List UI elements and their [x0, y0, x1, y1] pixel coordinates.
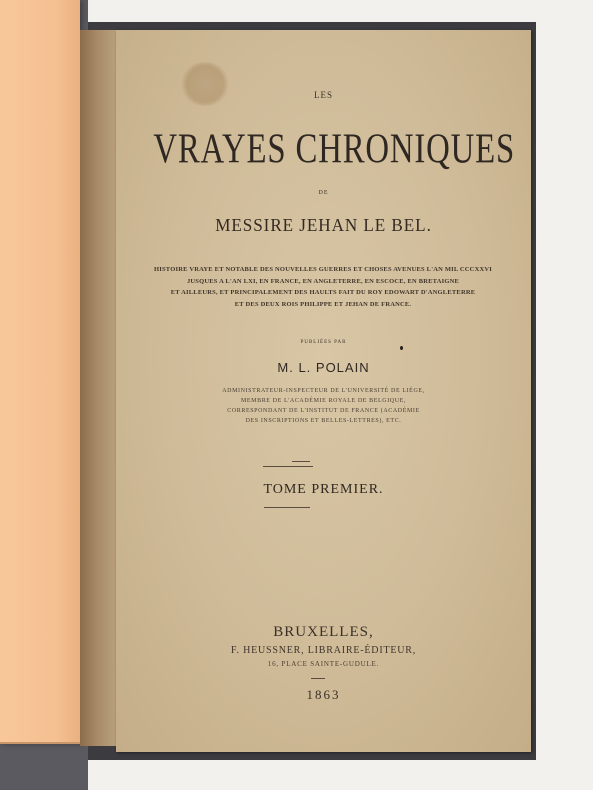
author-name: MESSIRE JEHAN LE BEL. — [215, 215, 432, 235]
editor-name: M. L. POLAIN — [277, 360, 370, 375]
ink-dot — [400, 346, 403, 350]
editor-credentials: ADMINISTRATEUR-INSPECTEUR DE L'UNIVERSITÉ DE LIÉGE, MEMBRE DE L'ACADÉMIE ROYALE DE BELGIQUE, CORRESPONDANT DE L'INSTITUT DE FRANCE (ACADÉMIE DES INSCRIPTIONS ET BELLES-LETTRES), ETC. — [222, 388, 425, 424]
ornament-rule-left — [292, 461, 310, 462]
published-by-label: PUBLIÉES PAR — [300, 340, 347, 345]
book-description: HISTOIRE VRAYE ET NOTABLE DES NOUVELLES GUERRES ET CHOSES AVENUES L'AN MIL CCCXXVI JUSQUES A L'AN LXI, EN FRANCE, EN ANGLETERRE, EN ESCOCE, EN BRETAIGNE ET AILLEURS, ET PRINCIPALEMENT DES HAULTS FAIT DU ROY EDOWART D'ANGLETERRE ET DES DEUX ROIS PHILIPPE ET JEHAN DE FRANCE. — [153, 266, 492, 308]
volume-label: TOME PREMIER. — [263, 482, 384, 497]
ornament-rule-lower — [264, 507, 310, 508]
imprint-year: 1863 — [306, 687, 341, 702]
imprint-city: BRUXELLES, — [273, 624, 374, 640]
title-prefix: LES — [313, 90, 333, 100]
imprint-publisher: F. HEUSSNER, LIBRAIRE-ÉDITEUR, — [230, 645, 417, 656]
ornament-rule — [263, 466, 313, 467]
imprint-rule — [311, 678, 325, 679]
book-title: VRAYES CHRONIQUES — [153, 124, 516, 173]
imprint-address: 16, PLACE SAINTE-GUDULE. — [267, 660, 380, 668]
title-connector: DE — [318, 190, 329, 196]
endpaper — [0, 0, 80, 744]
